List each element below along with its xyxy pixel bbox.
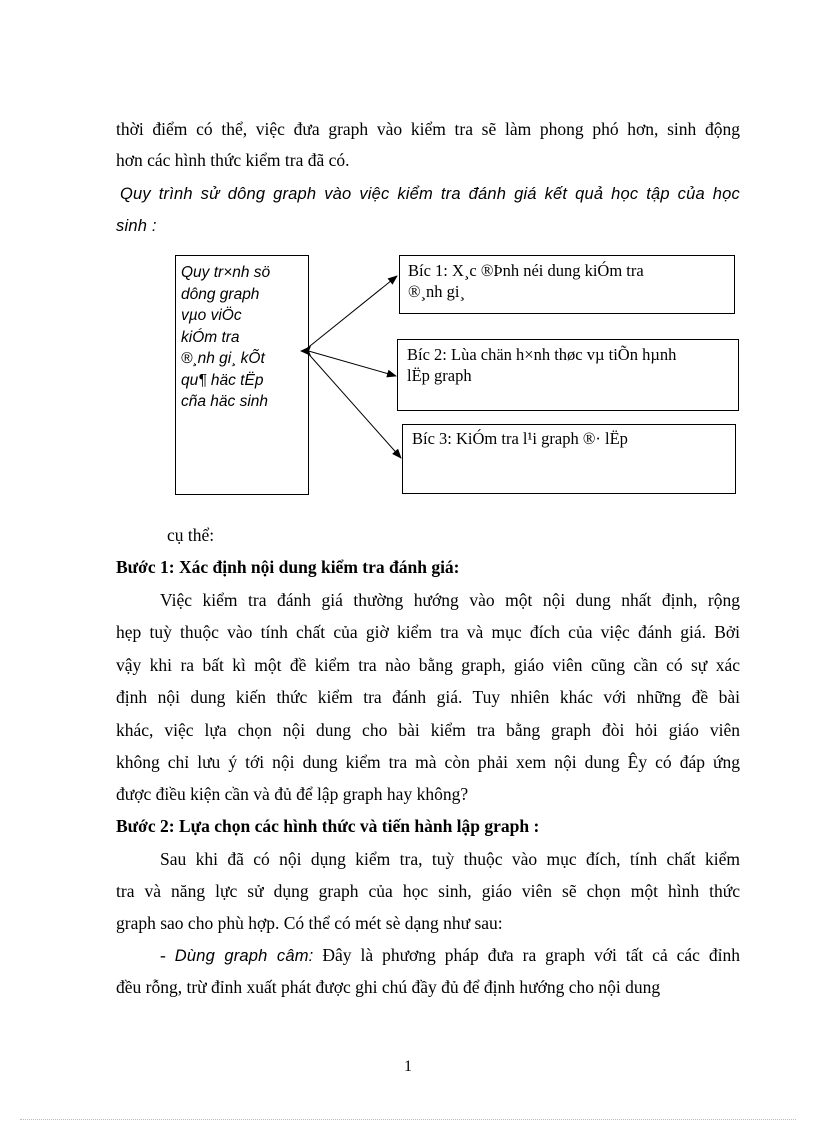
paragraph-line: Sau khi đã có nội dụng kiểm tra, tuỳ thuộc vào mục đích, tính chất kiểm	[160, 849, 740, 869]
step2-heading: Bước 2: Lựa chọn các hình thức và tiến hành lập graph :	[116, 816, 540, 836]
arrow-to-step1	[305, 276, 397, 350]
page-divider	[20, 1119, 796, 1120]
paragraph-line: tra và năng lực sử dụng graph của học sinh, giáo viên sẽ chọn một hình thức	[116, 881, 740, 901]
arrow-to-step3	[305, 350, 401, 458]
process-caption: Quy trình sử dông graph vào việc kiểm tra đánh giá kết quả học tập của học	[120, 185, 740, 203]
paragraph-line: hơn các hình thức kiểm tra đã có.	[116, 150, 350, 170]
paragraph-line: được điều kiện cần và đủ để lập graph hay không?	[116, 784, 469, 804]
step3-box-label: Bíc 3: KiÓm tra l¹i graph ®· lËp	[412, 429, 628, 448]
paragraph-line: thời điểm có thể, việc đưa graph vào kiểm tra sẽ làm phong phó hơn, sinh động	[116, 119, 740, 139]
process-caption: sinh :	[116, 217, 157, 235]
step1-heading: Bước 1: Xác định nội dung kiểm tra đánh giá:	[116, 557, 460, 577]
paragraph-line: - Dùng graph câm: Đây là phương pháp đưa ra graph với tất cả các đỉnh	[160, 945, 740, 965]
paragraph-line: cụ thể:	[167, 525, 215, 545]
paragraph-line: graph sao cho phù hợp. Có thể có mét sè dạng như sau:	[116, 913, 503, 933]
paragraph-line: đều rỗng, trừ đỉnh xuất phát được ghi chú đầy đủ để định hướng cho nội dung	[116, 977, 661, 997]
paragraph-line: định nội dung kiến thức kiểm tra đánh giá. Tuy nhiên khác với những đề bài	[116, 687, 740, 707]
paragraph-line: không chỉ lưu ý tới nội dung kiểm tra mà còn phải xem nội dung Êy có đáp ứng	[116, 752, 740, 772]
paragraph-line: hẹp tuỳ thuộc vào tính chất của giờ kiểm tra và mục đích của việc đánh giá. Bởi	[116, 622, 740, 642]
step1-box-label: Bíc 1: X¸c ®Þnh néi dung kiÓm tra ®¸nh gi¸	[408, 261, 644, 301]
arrow-to-step2	[305, 350, 396, 376]
paragraph-line: khác, việc lựa chọn nội dung cho bài kiểm tra bằng graph đòi hỏi giáo viên	[116, 720, 740, 740]
paragraph-line: vậy khi ra bất kì một đề kiểm tra nào bằng graph, giáo viên cũng cần có sự xác	[116, 655, 740, 675]
page-number: 1	[404, 1058, 412, 1075]
step2-box-label: Bíc 2: Lùa chän h×nh thøc vµ tiÕn hµnh lËp graph	[407, 345, 677, 385]
process-main-label: Quy tr×nh sö dông graph vµo viÖc kiÓm tra ®¸nh gi¸ kÕt qu¶ häc tËp cña häc sinh	[181, 264, 271, 410]
paragraph-line: Việc kiểm tra đánh giá thường hướng vào một nội dung nhất định, rộng	[160, 590, 740, 610]
